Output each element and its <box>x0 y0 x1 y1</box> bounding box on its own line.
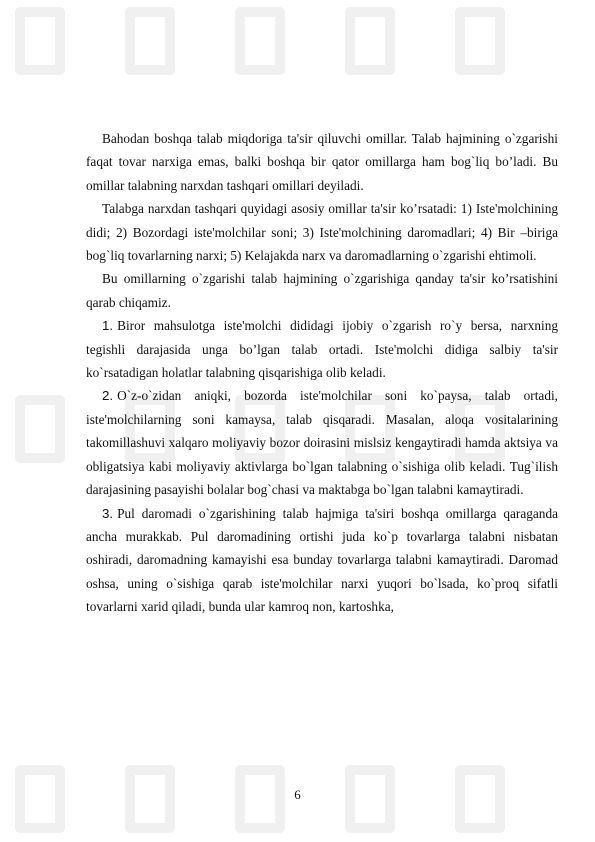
paragraph-text: Bu omillarning o`zgarishi talab hajmining o`zgarishiga qanday ta'sir ko’rsatishini qarab chiqamiz. <box>86 271 558 310</box>
paragraph-text: Biror mahsulotga iste'molchi dididagi ijobiy o`zgarish ro`y bersa, narxning tegishli darajasida unga bo’lgan talab ortadi. Iste'molchi didiga salbiy ta'sir ko`rsatadigan holatlar talabning qisqarishiga olib keladi. <box>86 318 558 381</box>
paragraph-number: 3. <box>102 505 114 521</box>
paragraph-text: Pul daromadi o`zgarishining talab hajmiga ta'siri boshqa omillarga qaraganda ancha murakkab. Pul daromadining ortishi juda ko`p tovarlarga talabni nisbatan oshiradi, daromadning kamayishi esa bunday tovarlarga talabni kamaytiradi. Daromad oshsa, uning o`sishiga qarab iste'molchilar narxi yuqori bo`lsada, ko`proq sifatli tovarlarni xarid qiladi, bunda ular kamroq non, kartoshka, <box>86 505 558 615</box>
paragraph-number: 2. <box>102 388 114 404</box>
page-number: 6 <box>294 787 301 802</box>
numbered-paragraph <box>86 502 558 619</box>
paragraph-text: O`z-o`zidan aniqki, bozorda iste'molchilar soni ko`paysa, talab ortadi, iste'molchilarning soni kamaysa, talab qisqaradi. Masalan, aloqa vositalarining takomillashuvi xalqaro moliyaviy bozor doirasini mislsiz kengaytiradi hamda aktsiya va obligatsiya kabi moliyaviy aktivlarga bo`lgan talabning o`sishiga olib keladi. Tug`ilish darajasining pasayishi bolalar bog`chasi va maktabga bo`lgan talabni kamaytiradi. <box>86 388 558 498</box>
paragraph <box>86 127 558 197</box>
document-body <box>86 127 558 619</box>
paragraph <box>86 267 558 314</box>
paragraph-number: 1. <box>102 318 114 334</box>
paragraph-text: Bahodan boshqa talab miqdoriga ta'sir qiluvchi omillar. Talab hajmining o`zgarishi faqat tovar narxiga emas, balki boshqa bir qator omillarga ham bog`liq bo’ladi. Bu omillar talabning narxdan tashqari omillari deyiladi. <box>86 131 558 193</box>
numbered-paragraph <box>86 384 558 501</box>
numbered-paragraph <box>86 314 558 384</box>
paragraph <box>86 197 558 267</box>
paragraph-text: Talabga narxdan tashqari quyidagi asosiy omillar ta'sir ko’rsatadi: 1) Iste'molchining didi; 2) Bozordagi iste'molchilar soni; 3) Iste'molchining daromadlari; 4) Bir –biriga bog`liq tovarlarning narxi; 5) Kelajakda narx va daromadlarning o`zgarishi ehtimoli. <box>86 201 558 264</box>
